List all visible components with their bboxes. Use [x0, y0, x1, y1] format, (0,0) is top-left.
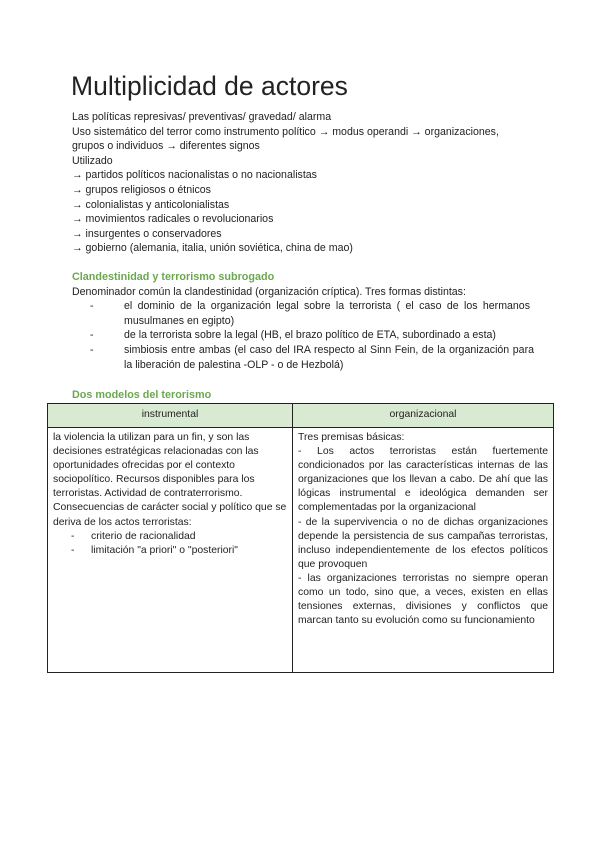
intro-line: → gobierno (alemania, italia, unión soviética, china de mao)	[72, 242, 353, 255]
intro-line: → colonialistas y anticolonialistas	[72, 198, 230, 211]
intro-line: Las políticas represivas/ preventivas/ gravedad/ alarma	[72, 111, 332, 123]
cell-organizacional	[293, 428, 554, 673]
intro-line: Uso sistemático del terror como instrumento político → modus operandi → organizaciones,	[72, 125, 499, 138]
section-dos-modelos	[72, 388, 534, 403]
intro-line: → partidos políticos nacionalistas o no nacionalistas	[72, 169, 317, 182]
cell-instrumental	[48, 428, 293, 673]
intro-block	[72, 110, 534, 256]
org-line: - de la supervivencia o no de dichas organizaciones depende la persistencia de sus campañas terroristas, incluso independientemente de los efectos políticos que provoquen	[298, 516, 548, 570]
header-organizacional: organizacional	[293, 404, 554, 428]
intro-line: Utilizado	[72, 154, 113, 167]
org-line: Tres premisas básicas:	[298, 432, 405, 443]
list-item: - el dominio de la organización legal sobre la terrorista ( el caso de los hermanos musulmanes en egipto)	[72, 299, 534, 328]
header-instrumental: instrumental	[48, 404, 293, 428]
intro-line: grupos o individuos → diferentes signos	[72, 140, 260, 153]
section-heading: Dos modelos del terorismo	[72, 389, 212, 401]
instrumental-text: la violencia la utilizan para un fin, y son las decisiones estratégicas relacionadas con las oportunidades ofrecidas por el contexto sociopolítico. Recursos disponibles para los terroristas. Actividad de contraterrorismo. Consecuencias de carácter social y político que se deriva de los actos terroristas:	[53, 432, 287, 528]
org-line: - Los actos terroristas están fuertemente condicionados por las características internas de las organizaciones que los llevan a cabo. De ahí que las lógicas instrumental e ideológica demanden ser complementadas por la organizacional	[298, 446, 548, 514]
intro-line: → insurgentes o conservadores	[72, 227, 222, 240]
forms-list	[72, 299, 534, 372]
section-text: Denominador común la clandestinidad (organización críptica). Tres formas distintas:	[72, 285, 466, 298]
intro-line: → grupos religiosos o étnicos	[72, 183, 211, 196]
list-item: - simbiosis entre ambas (el caso del IRA respecto al Sinn Fein, de la organización para la liberación de palestina -OLP - o de Hezbolá)	[72, 343, 534, 372]
list-item: - de la terrorista sobre la legal (HB, el brazo político de ETA, subordinado a esta)	[72, 328, 534, 343]
page-title: Multiplicidad de actores	[71, 71, 348, 101]
section-clandestinidad	[72, 270, 534, 372]
models-table	[47, 403, 554, 673]
list-item: - limitación "a priori" o "posteriori"	[53, 544, 287, 558]
list-item: - criterio de racionalidad	[53, 530, 287, 544]
org-line: - las organizaciones terroristas no siempre operan como un todo, sino que, a veces, existen en ellas tensiones externas, divisiones y conflictos que marcan tanto su evolución como su funcionamiento	[298, 572, 548, 627]
intro-line: → movimientos radicales o revolucionarios	[72, 213, 274, 226]
section-heading: Clandestinidad y terrorismo subrogado	[72, 271, 275, 283]
